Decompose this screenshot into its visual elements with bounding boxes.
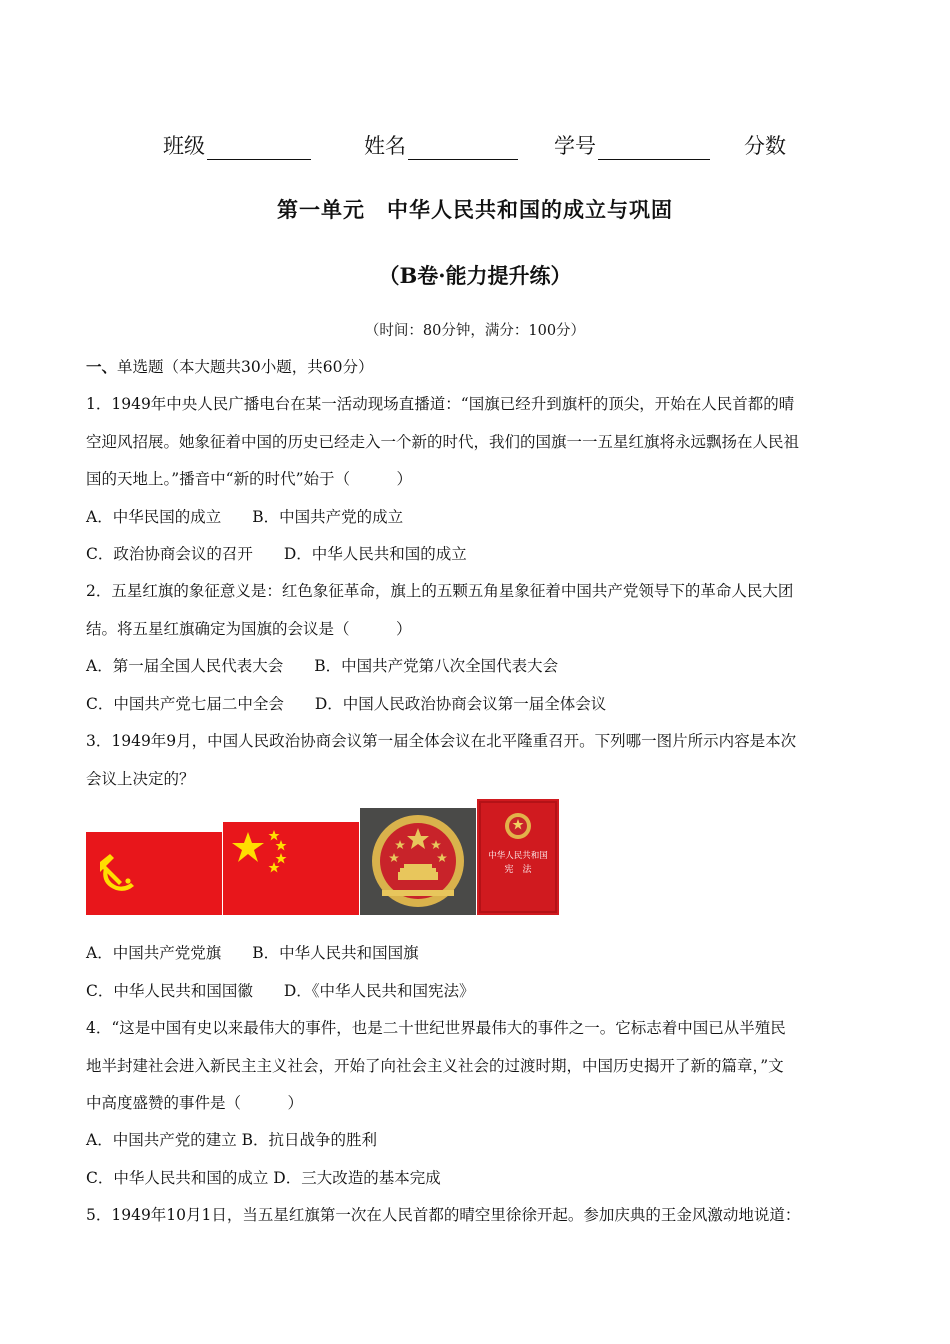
score-field — [744, 130, 786, 160]
question-4-line-3: 中高度盛赞的事件是（ ） — [86, 1094, 304, 1112]
question-5-line-1: 5．1949年10月1日，当五星红旗第一次在人民首都的晴空里徐徐开起。参加庆典的王金风激动地说道： — [86, 1206, 801, 1224]
question-1-line-1: 1．1949年中央人民广播电台在某一活动现场直播道：“国旗已经升到旗杆的顶尖，开始在人民首都的晴 — [86, 395, 795, 413]
constitution-book-title: 中华人民共和国 — [488, 851, 548, 861]
page-subtitle: （B卷·能力提升练） — [378, 263, 572, 288]
question-3-options-cd: C．中华人民共和国国徽 D．《中华人民共和国宪法》 — [86, 982, 475, 1000]
section-text: 单选题（本大题共30小题，共60分） — [117, 358, 374, 376]
class-blank[interactable] — [207, 137, 311, 160]
party-flag-image — [86, 832, 222, 915]
question-1-options-ab: A．中华民国的成立 B．中国共产党的成立 — [86, 508, 404, 526]
national-flag-image — [223, 822, 359, 915]
name-label: 姓名 — [364, 134, 406, 158]
constitution-book-subtitle: 宪 法 — [504, 865, 532, 875]
question-3-options-ab: A．中国共产党党旗 B．中华人民共和国国旗 — [86, 944, 419, 962]
class-label: 班级 — [163, 134, 205, 158]
question-4-options-cd: C．中华人民共和国的成立 D．三大改造的基本完成 — [86, 1169, 441, 1187]
student-id-field — [554, 130, 710, 160]
constitution-book-image — [477, 799, 559, 915]
time-info: （时间：80分钟，满分：100分） — [364, 323, 586, 339]
page-title: 第一单元 中华人民共和国的成立与巩固 — [277, 197, 673, 222]
question-1-options-cd: C．政治协商会议的召开 D．中华人民共和国的成立 — [86, 545, 467, 563]
question-2-options-cd: C．中国共产党七届二中全会 D．中国人民政治协商会议第一届全体会议 — [86, 695, 607, 713]
question-2-options-ab: A．第一届全国人民代表大会 B．中国共产党第八次全国代表大会 — [86, 657, 559, 675]
student-id-label: 学号 — [554, 134, 596, 158]
question-4-line-2: 地半封建社会进入新民主主义社会，开始了向社会主义社会的过渡时期，中国历史揭开了新的篇章，”文 — [86, 1057, 784, 1075]
tiananmen-icon — [398, 864, 438, 880]
score-label: 分数 — [744, 134, 786, 158]
name-blank[interactable] — [408, 137, 518, 160]
question-3-line-2: 会议上决定的？ — [86, 770, 195, 788]
question-3-line-1: 3．1949年9月，中国人民政治协商会议第一届全体会议在北平隆重召开。下列哪一图片所示内容是本次 — [86, 732, 797, 750]
question-2-line-1: 2．五星红旗的象征意义是：红色象征革命，旗上的五颗五角星象征着中国共产党领导下的革命人民大团 — [86, 582, 794, 600]
section-heading — [86, 357, 866, 377]
class-field — [163, 130, 311, 160]
name-field — [364, 130, 518, 160]
question-1-line-3: 国的天地上。”播音中“新的时代”始于（ ） — [86, 470, 413, 488]
question-1-line-2: 空迎风招展。她象征着中国的历史已经走入一个新的时代，我们的国旗一一五星红旗将永远飘扬在人民祖 — [86, 433, 800, 451]
section-number: 一、 — [86, 357, 118, 376]
student-info-row — [0, 124, 950, 158]
question-4-line-1: 4．“这是中国有史以来最伟大的事件，也是二十世纪世界最伟大的事件之一。它标志着中国已从半殖民 — [86, 1019, 786, 1037]
question-2-line-2: 结。将五星红旗确定为国旗的会议是（ ） — [86, 620, 412, 638]
student-id-blank[interactable] — [598, 137, 710, 160]
question-4-options-ab: A．中国共产党的建立 B．抗日战争的胜利 — [86, 1131, 378, 1149]
national-emblem-image — [360, 808, 476, 915]
